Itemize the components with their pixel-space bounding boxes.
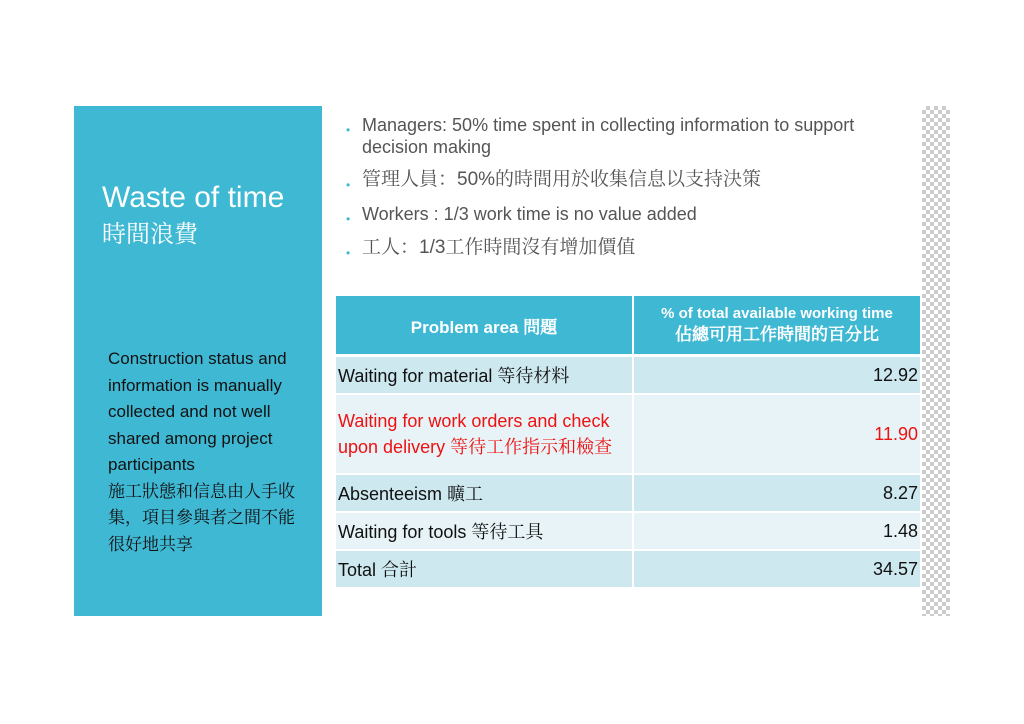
percentage-cell: 8.27	[634, 475, 920, 513]
percentage-cell: 11.90	[634, 395, 920, 475]
table-row	[336, 357, 920, 395]
header-percentage-english: % of total available working time	[661, 305, 893, 322]
header-problem-area-label: Problem area 問題	[410, 317, 558, 337]
problem-area-cell: Absenteeism 曠工	[336, 475, 634, 513]
table-row-total	[336, 551, 920, 589]
problem-area-cell: Total 合計	[336, 551, 634, 589]
title-english: Waste of time	[102, 181, 285, 214]
bullet-text: 工人：1/3工作時間沒有增加價值	[362, 237, 636, 258]
table-row	[336, 513, 920, 551]
bullet-text: 管理人員：50%的時間用於收集信息以支持決策	[362, 169, 762, 190]
description-english: Construction status and information is manually collected and not well shared among project participants	[108, 349, 287, 474]
title-chinese: 時間浪費	[102, 221, 198, 248]
description-chinese: 施工狀態和信息由人手收集，項目參與者之間不能很好地共享	[108, 481, 295, 554]
slide-title	[102, 178, 312, 252]
bullet-text: Managers: 50% time spent in collecting information to support decision making	[362, 115, 855, 157]
problem-table	[336, 296, 920, 589]
problem-area-cell: Waiting for material 等待材料	[336, 357, 634, 395]
header-percentage-chinese: 佔總可用工作時間的百分比	[675, 325, 879, 344]
header-percentage	[634, 296, 920, 357]
title-panel	[74, 106, 322, 616]
bullet-list	[342, 114, 902, 270]
problem-area-cell: Waiting for tools 等待工具	[336, 513, 634, 551]
header-problem-area	[336, 296, 634, 357]
table-row-highlighted	[336, 395, 920, 475]
bullet-dot-icon: •	[346, 246, 351, 260]
percentage-cell: 34.57	[634, 551, 920, 589]
bullet-item	[342, 168, 902, 192]
bullet-item	[342, 202, 902, 226]
percentage-cell: 1.48	[634, 513, 920, 551]
bullet-item	[342, 236, 902, 260]
bullet-dot-icon: •	[346, 212, 351, 226]
percentage-cell: 12.92	[634, 357, 920, 395]
table-header-row	[336, 296, 920, 357]
problem-area-cell: Waiting for work orders and check upon delivery 等待工作指示和檢查	[336, 395, 634, 475]
bullet-text: Workers : 1/3 work time is no value added	[362, 204, 697, 224]
bullet-item	[342, 114, 902, 158]
bullet-dot-icon: •	[346, 178, 351, 192]
bullet-dot-icon: •	[346, 123, 351, 137]
panel-description	[108, 346, 298, 558]
transparency-strip	[922, 106, 950, 616]
table-row	[336, 475, 920, 513]
